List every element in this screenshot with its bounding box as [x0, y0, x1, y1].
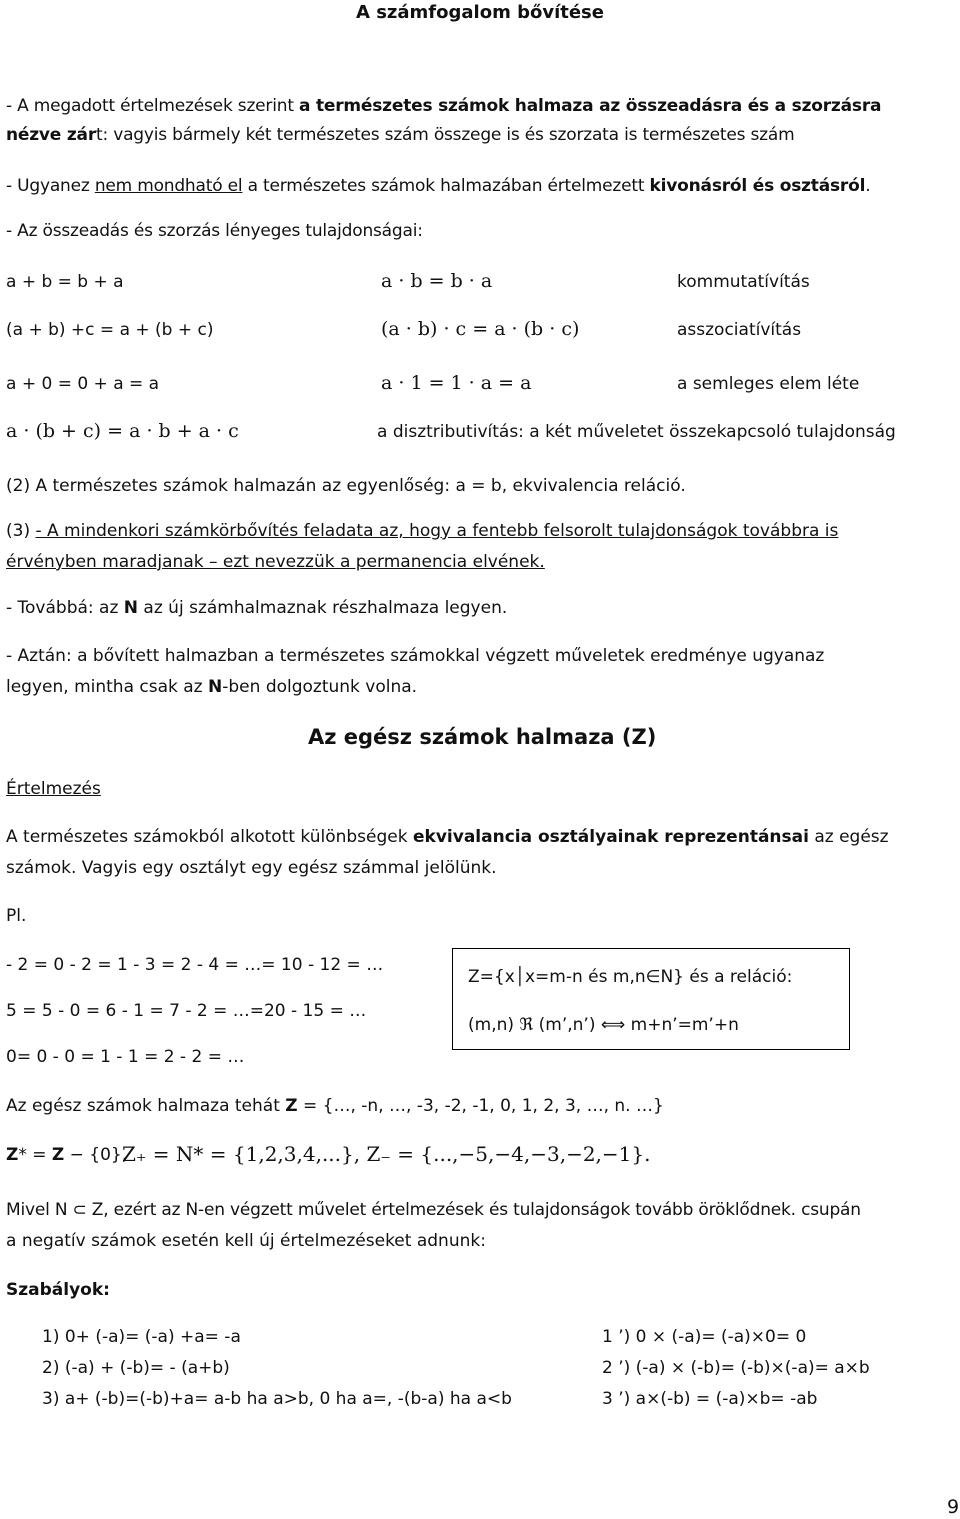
definition-label: Értelmezés: [6, 779, 101, 799]
intro-text: t: vagyis bármely két természetes szám összege is és szorzata is természetes szám: [96, 125, 795, 145]
definition-line-2: számok. Vagyis egy osztályt egy egész számmal jelölünk.: [6, 858, 497, 878]
intro-bold: a természetes számok halmaza az összeadásra és a szorzásra: [298, 96, 882, 116]
prop-name-identity: a semleges elem léte: [677, 374, 860, 394]
permanence-line-2: érvényben maradjanak – ezt nevezzük a permanencia elvének.: [6, 552, 545, 572]
subset-text: - Továbbá: az: [6, 598, 124, 618]
intro-bold: nézve zár: [6, 125, 97, 145]
set-symbol: Z: [285, 1096, 298, 1116]
permanence-text: - A mindenkori számkörbővítés feladata az, hogy a fentebb felsorolt tulajdonságok továbbra is: [35, 521, 839, 541]
result-text: legyen, mintha csak az: [6, 677, 209, 697]
set-symbol: N: [123, 598, 139, 618]
prop-name-commutative: kommutatívítás: [677, 272, 810, 292]
equality-paragraph: (2) A természetes számok halmazán az egyenlőség: a = b, ekvivalencia reláció.: [6, 476, 686, 496]
rules-title: Szabályok:: [6, 1280, 110, 1300]
intro-bold: kivonásról és osztásról: [649, 176, 866, 196]
rule-left: 3) a+ (-b)=(-b)+a= a-b ha a>b, 0 ha a=, -(b-a) ha a<b: [42, 1389, 512, 1409]
inheritance-line-1: Mivel N ⊂ Z, ezért az N-en végzett művelet értelmezések és tulajdonságok tovább öröklődnek. csupán: [6, 1200, 861, 1220]
rule-left: 1) 0+ (-a)= (-a) +a= -a: [42, 1327, 241, 1347]
definition-line-1: [6, 827, 889, 847]
example-line: 5 = 5 - 0 = 6 - 1 = 7 - 2 = …=20 - 15 = …: [6, 1001, 367, 1021]
example-label: Pl.: [6, 906, 27, 926]
section-heading: Az egész számok halmaza (Z): [308, 725, 657, 749]
rule-right: 1 ’) 0 × (-a)= (-a)×0= 0: [602, 1327, 807, 1347]
intro-line-4: - Az összeadás és szorzás lényeges tulajdonságai:: [6, 221, 423, 241]
definition-bold: ekvivalancia osztályainak reprezentánsai: [413, 827, 809, 847]
z-plus-minus-formula: Z₊ = N* = {1,2,3,4,...}, Z₋ = {...,−5,−4,−3,−2,−1}.: [122, 1142, 651, 1166]
rule-right: 3 ’) a×(-b) = (-a)×b= -ab: [602, 1389, 818, 1409]
intro-line-2: [6, 125, 794, 145]
result-line-2: [6, 677, 417, 697]
permanence-line-1: [6, 521, 838, 541]
page-number: 9: [947, 1496, 960, 1518]
integer-set-text: = {…, -n, …, -3, -2, -1, 0, 1, 2, 3, …, n. …}: [297, 1096, 664, 1116]
intro-text: .: [865, 176, 871, 196]
page-title: A számfogalom bővítése: [356, 2, 604, 23]
rule-left: 2) (-a) + (-b)= - (a+b): [42, 1358, 230, 1378]
set-symbol: Z: [6, 1145, 19, 1165]
set-symbol: N: [208, 677, 223, 697]
prop-mul-identity: a · 1 = 1 · a = a: [381, 372, 532, 394]
intro-line-1: [6, 96, 881, 116]
box-relation: (m,n) ℜ (m’,n’) ⟺ m+n’=m’+n: [468, 1015, 739, 1035]
example-line: 0= 0 - 0 = 1 - 1 = 2 - 2 = …: [6, 1047, 245, 1067]
definition-text: az egész: [808, 827, 889, 847]
box-set-definition: Z={x│x=m-n és m,n∈N} és a reláció:: [468, 967, 793, 987]
z-star-text: − {0},: [64, 1145, 128, 1165]
prop-add-commutative: a + b = b + a: [6, 272, 124, 292]
prop-mul-associative: (a · b) · c = a · (b · c): [381, 318, 580, 340]
prop-add-identity: a + 0 = 0 + a = a: [6, 374, 160, 394]
intro-line-3: [6, 176, 870, 196]
prop-name-associative: asszociatívítás: [677, 320, 802, 340]
subset-line: [6, 598, 507, 618]
z-star-text: * =: [18, 1145, 52, 1165]
inheritance-line-2: a negatív számok esetén kell új értelmezéseket adnunk:: [6, 1231, 486, 1251]
prop-mul-commutative: a · b = b · a: [381, 270, 493, 292]
intro-text: - Ugyanez: [6, 176, 95, 196]
intro-underlined: nem mondható el: [94, 176, 243, 196]
result-text: -ben dolgoztunk volna.: [222, 677, 418, 697]
subset-text: az új számhalmaznak részhalmaza legyen.: [138, 598, 508, 618]
z-star-line: [6, 1145, 127, 1165]
integer-set-text: Az egész számok halmaza tehát: [6, 1096, 286, 1116]
paragraph-number: (3): [6, 521, 36, 541]
example-line: - 2 = 0 - 2 = 1 - 3 = 2 - 4 = …= 10 - 12 = …: [6, 955, 384, 975]
distributive-formula: a · (b + c) = a · b + a · c: [6, 420, 239, 442]
intro-text: - A megadott értelmezések szerint: [6, 96, 299, 116]
prop-add-associative: (a + b) +c = a + (b + c): [6, 320, 214, 340]
integer-set-line: [6, 1096, 664, 1116]
set-symbol: Z: [51, 1145, 65, 1165]
rule-right: 2 ’) (-a) × (-b)= (-b)×(-a)= a×b: [602, 1358, 870, 1378]
result-line-1: - Aztán: a bővített halmazban a természetes számokkal végzett műveletek eredménye ugyanaz: [6, 646, 825, 666]
definition-text: A természetes számokból alkotott különbségek: [6, 827, 413, 847]
intro-text: a természetes számok halmazában értelmezett: [242, 176, 650, 196]
distributive-text: a disztributivítás: a két műveletet összekapcsoló tulajdonság: [377, 422, 896, 442]
